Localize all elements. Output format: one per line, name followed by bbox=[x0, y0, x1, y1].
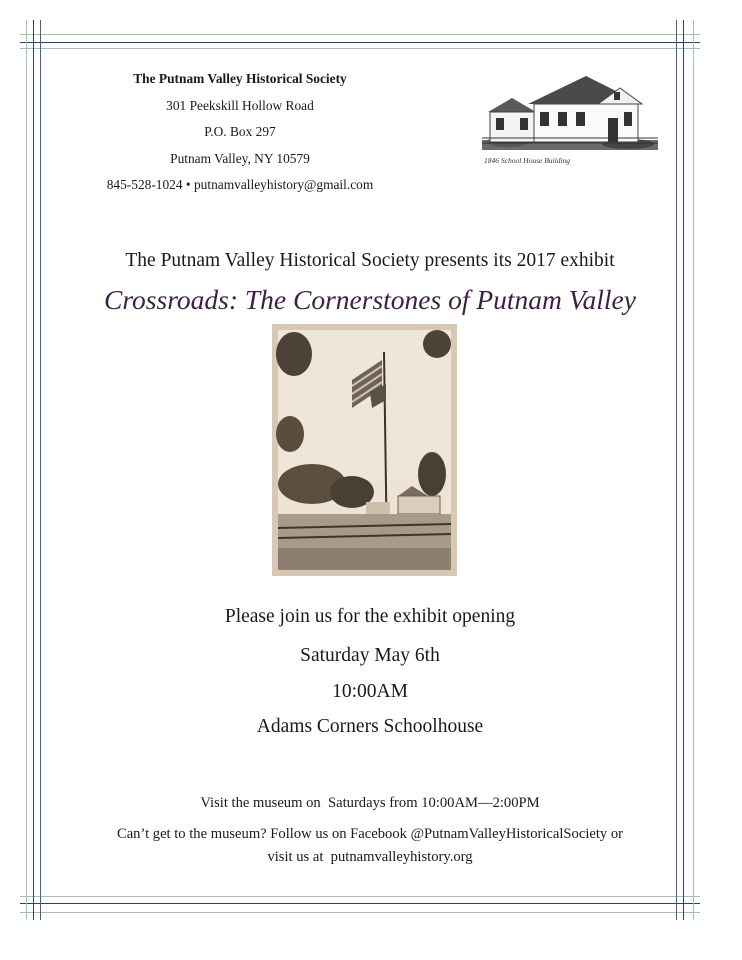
frame-line-top-inner bbox=[20, 42, 700, 43]
frame-line-bottom-outer bbox=[20, 912, 700, 913]
frame-line-top-inner2 bbox=[20, 48, 700, 49]
letterhead bbox=[60, 66, 420, 199]
frame-line-top-outer bbox=[20, 34, 700, 35]
event-date: Saturday May 6th bbox=[300, 645, 440, 666]
logo-caption: 1846 School House Building bbox=[484, 156, 571, 165]
frame-line-left-navy bbox=[33, 20, 34, 920]
frame-line-right-inner bbox=[676, 20, 677, 920]
frame-line-left-outer bbox=[26, 20, 27, 920]
frame-line-left-inner bbox=[40, 20, 41, 920]
museum-hours: Visit the museum on Saturdays from 10:00AM—2:00PM bbox=[200, 795, 540, 811]
contact-line: 845-528-1024 • putnamvalleyhistory@gmail.com bbox=[106, 177, 374, 192]
frame-line-bottom-navy bbox=[20, 903, 700, 904]
schoolhouse-logo bbox=[478, 62, 660, 172]
event-time: 10:00AM bbox=[332, 681, 408, 702]
po-box: P.O. Box 297 bbox=[204, 124, 276, 139]
facebook-line: Can’t get to the museum? Follow us on Facebook @PutnamValleyHistoricalSociety or bbox=[116, 826, 624, 842]
exhibit-title: Crossroads: The Cornerstones of Putnam Valley bbox=[104, 284, 636, 315]
website-line: visit us at putnamvalleyhistory.org bbox=[267, 849, 473, 865]
event-location: Adams Corners Schoolhouse bbox=[256, 716, 484, 737]
city-line: Putnam Valley, NY 10579 bbox=[170, 150, 310, 166]
frame-line-right-outer bbox=[693, 20, 694, 920]
address-line: 301 Peekskill Hollow Road bbox=[166, 97, 314, 113]
org-name: The Putnam Valley Historical Society bbox=[133, 71, 347, 86]
invite-line: Please join us for the exhibit opening bbox=[224, 606, 516, 627]
frame-line-bottom-inner bbox=[20, 896, 700, 897]
frame-line-right-navy bbox=[683, 20, 684, 920]
historic-flag-photo bbox=[272, 324, 457, 576]
presents-line: The Putnam Valley Historical Society presents its 2017 exhibit bbox=[125, 250, 615, 271]
